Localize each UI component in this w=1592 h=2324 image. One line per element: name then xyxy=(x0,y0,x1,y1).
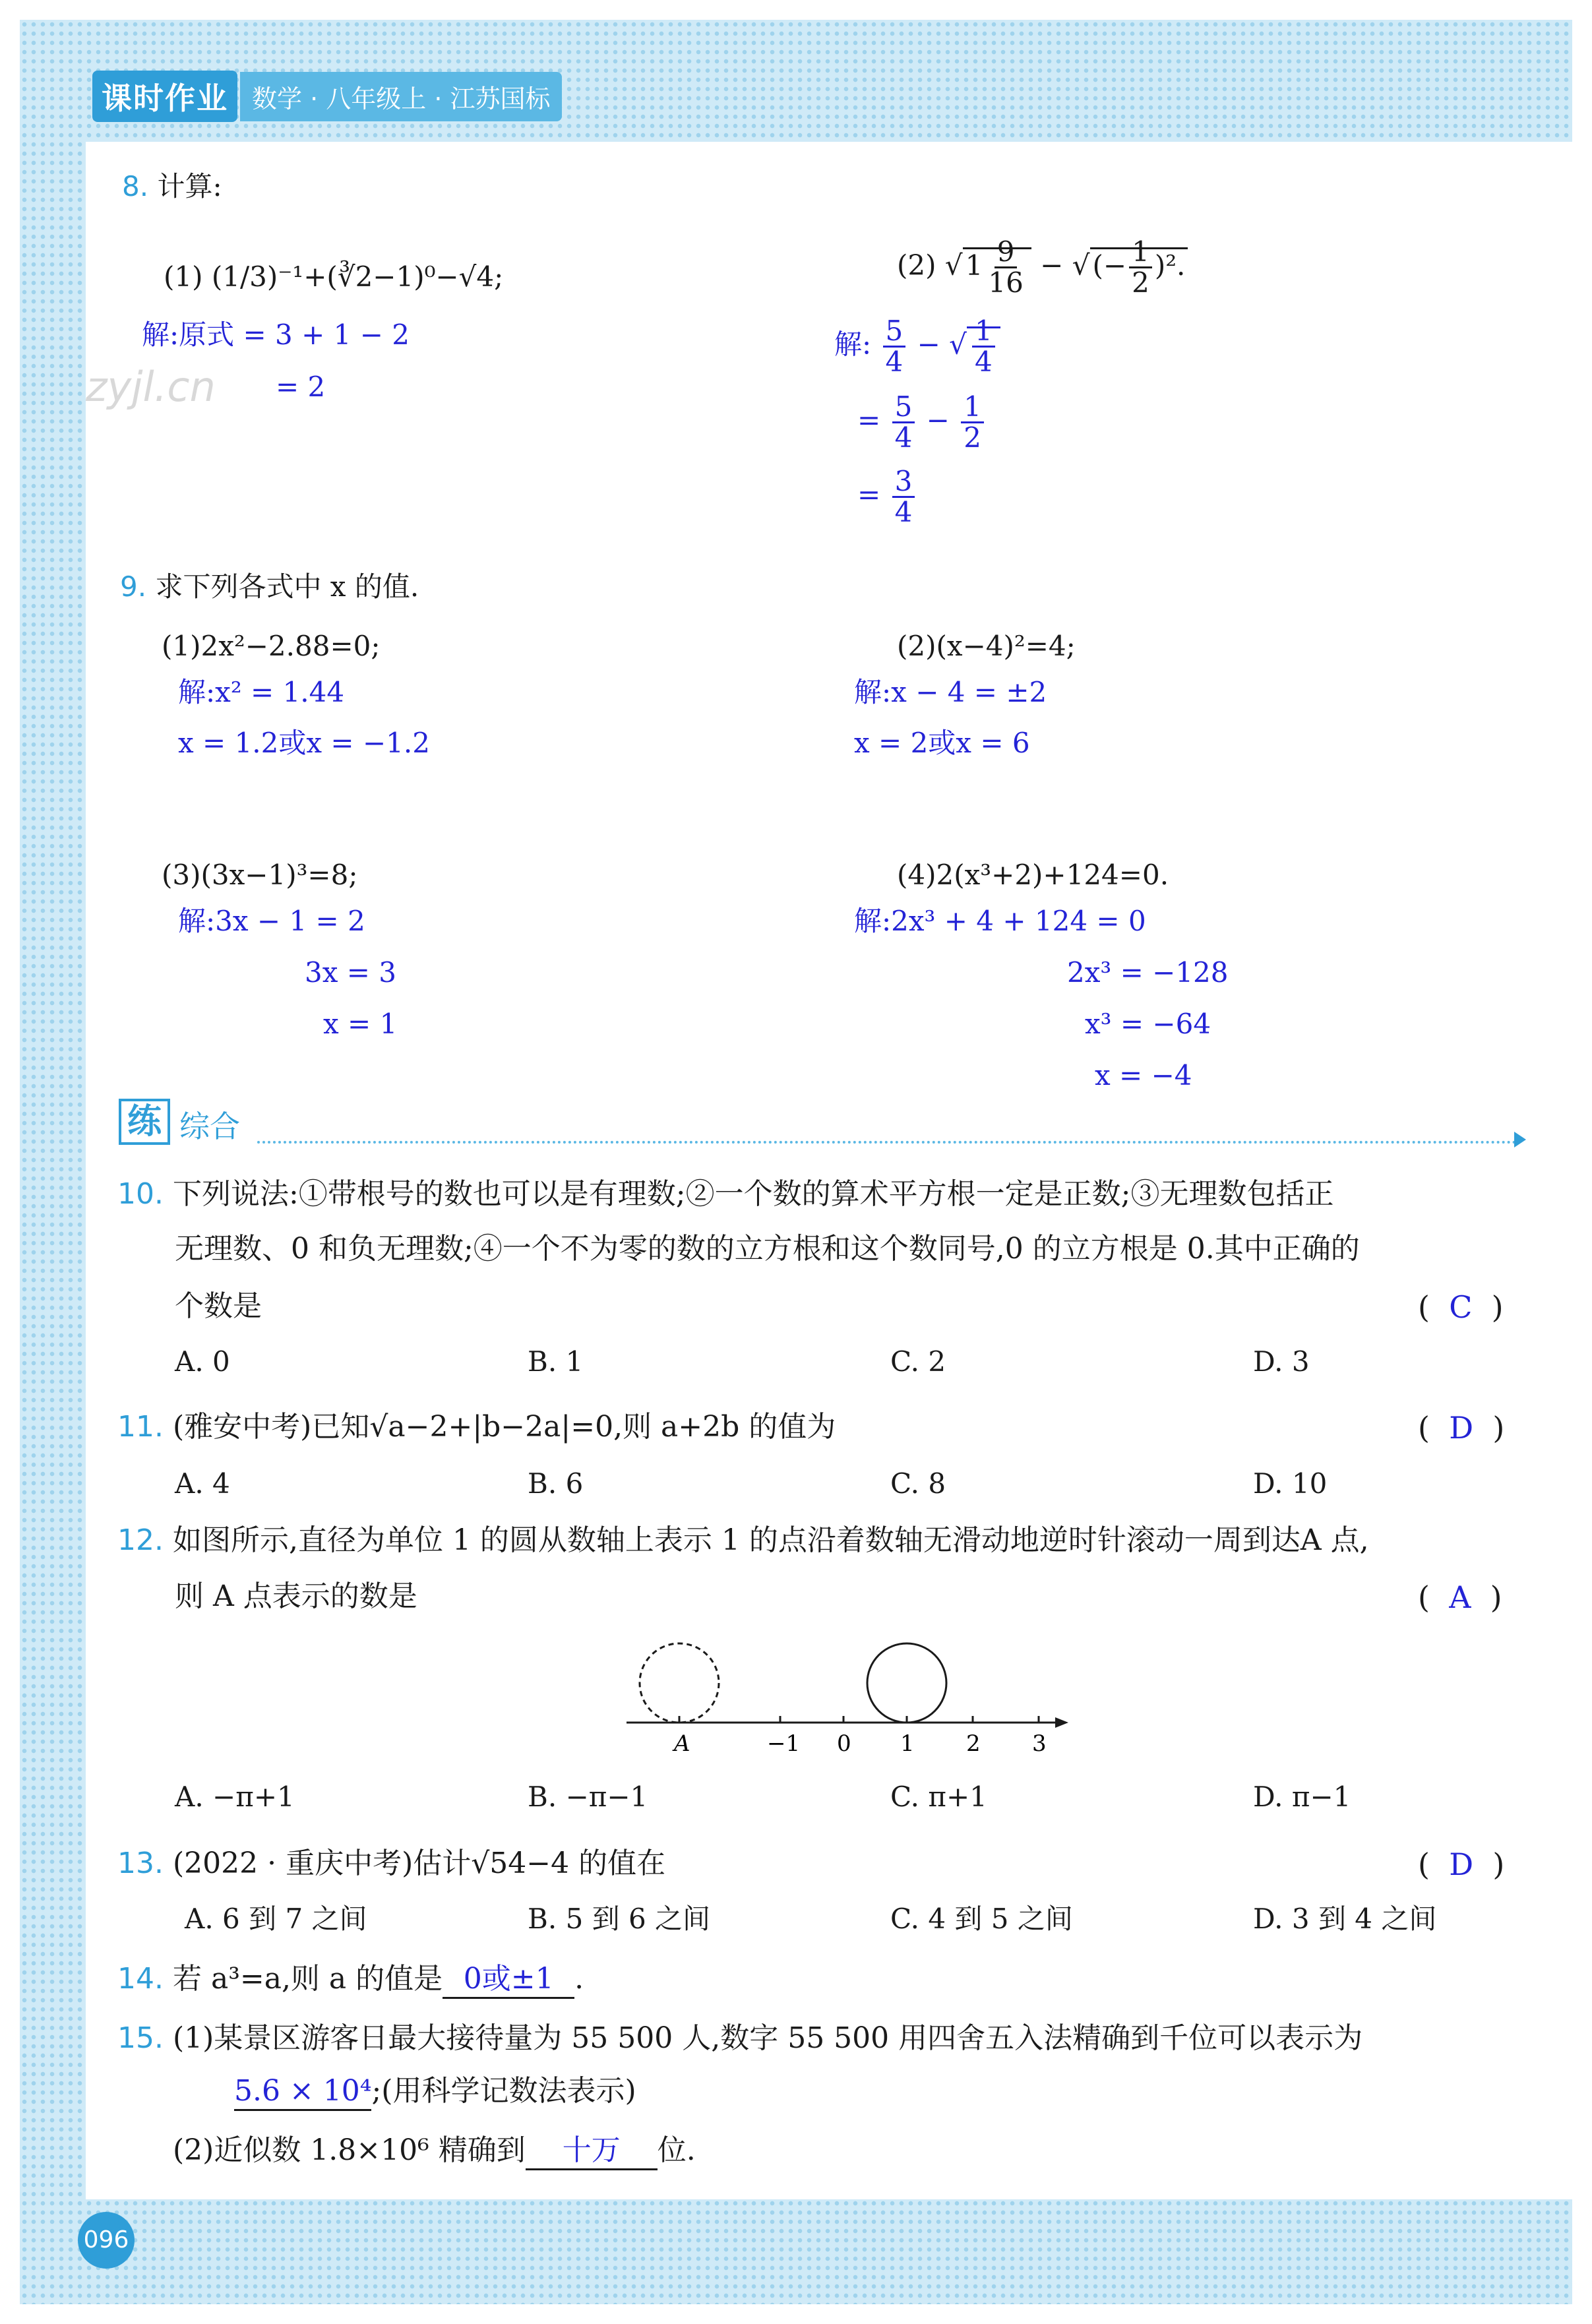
question-number: 15. xyxy=(117,2021,164,2055)
question-number: 11. xyxy=(117,1410,164,1444)
solution-line: 2x³ = −128 xyxy=(1067,956,1229,989)
solution-line: = $\frac{3}{4}$ xyxy=(857,467,917,527)
brand-logo: 课时作业 xyxy=(92,71,237,122)
option-a: A. 0 xyxy=(175,1345,230,1378)
option-a: A. 4 xyxy=(175,1467,230,1500)
option-d: D. 3 到 4 之间 xyxy=(1253,1903,1437,1935)
expression: (1/3)⁻¹+(∛2−1)⁰−√4; xyxy=(211,260,504,293)
label-0: 0 xyxy=(837,1730,851,1757)
answer-bracket: ( D ) xyxy=(1418,1847,1505,1882)
expression: (2)(x−4)²=4; xyxy=(897,630,1076,662)
page-number: 096 xyxy=(78,2212,135,2269)
answer-blank: 0或±1 xyxy=(443,1962,574,1999)
question-number: 10. xyxy=(117,1177,164,1211)
label-3: 3 xyxy=(1032,1730,1047,1757)
expression: (1)2x²−2.88=0; xyxy=(162,630,381,662)
solution-line: x = −4 xyxy=(1095,1059,1192,1091)
option-b: B. 1 xyxy=(528,1345,584,1378)
question-stem: 求下列各式中 x 的值. xyxy=(155,570,419,603)
question-stem: 计算: xyxy=(157,170,222,202)
divider xyxy=(257,1141,1517,1144)
solution-line: 解:x − 4 = ±2 xyxy=(854,676,1047,708)
solution-line: = $\frac{5}{4}$ − $\frac{1}{2}$ xyxy=(857,392,987,452)
solution-line: x = 1.2或x = −1.2 xyxy=(178,727,430,759)
page-body xyxy=(86,142,1572,2199)
option-a: A. 6 到 7 之间 xyxy=(185,1903,367,1935)
solution-line: x = 1 xyxy=(323,1008,398,1040)
solution-line: x = 2或x = 6 xyxy=(854,727,1030,759)
answer-choice: A xyxy=(1449,1579,1471,1615)
answer-bracket: ( D ) xyxy=(1418,1410,1505,1446)
solution-line: 3x = 3 xyxy=(305,956,397,989)
solid-circle xyxy=(867,1643,946,1723)
option-b: B. −π−1 xyxy=(528,1781,648,1813)
question-15-part2: (2)近似数 1.8×10⁶ 精确到 十万 位. xyxy=(173,2133,696,2170)
question-text: 如图所示,直径为单位 1 的圆从数轴上表示 1 的点沿着数轴无滑动地逆时针滚动一周到达A 点, xyxy=(172,1523,1369,1557)
answer-choice: D xyxy=(1449,1410,1474,1446)
solution-line: 解:2x³ + 4 + 124 = 0 xyxy=(854,905,1146,937)
question-text: (1)某景区游客日最大接待量为 55 500 人,数字 55 500 用四舍五入法精确到千位可以表示为 xyxy=(172,2021,1363,2055)
section-title: 综合 xyxy=(179,1109,240,1144)
solution-line: 解: $\frac{5}{4}$ − √ $\frac{1}{4}$ xyxy=(834,317,1000,377)
question-number: 9. xyxy=(120,570,147,603)
arrow-right-icon xyxy=(1514,1132,1526,1147)
question-14: 14. 若 a³=a,则 a 的值是 0或±1 . xyxy=(117,1962,584,1999)
solution-line: = 2 xyxy=(276,371,326,403)
question-number: 12. xyxy=(117,1523,164,1557)
header xyxy=(92,71,580,121)
option-d: D. 3 xyxy=(1253,1345,1310,1378)
question-number: 13. xyxy=(117,1847,164,1880)
solution-line: 解:3x − 1 = 2 xyxy=(178,905,365,937)
answer-choice: C xyxy=(1449,1289,1473,1325)
label-neg1: −1 xyxy=(767,1730,801,1757)
number-line-figure xyxy=(613,1629,1075,1761)
dashed-circle xyxy=(640,1643,719,1723)
question-text: 个数是 xyxy=(175,1289,262,1323)
answer-bracket: ( C ) xyxy=(1418,1289,1504,1325)
question-text: (2022 · 重庆中考)估计√54−4 的值在 xyxy=(172,1847,666,1880)
option-b: B. 6 xyxy=(528,1467,584,1500)
question-number: 8. xyxy=(122,170,149,202)
label-1: 1 xyxy=(900,1730,915,1757)
option-c: C. 8 xyxy=(890,1467,946,1500)
answer-blank: 十万 xyxy=(526,2133,658,2170)
solution-line: 解:x² = 1.44 xyxy=(178,676,345,708)
practice-icon: 练 xyxy=(119,1099,170,1145)
axis-arrow xyxy=(1055,1717,1068,1728)
expression: (3)(3x−1)³=8; xyxy=(162,859,358,891)
watermark: zyjl.cn xyxy=(86,363,216,411)
question-text: (雅安中考)已知√a−2+|b−2a|=0,则 a+2b 的值为 xyxy=(172,1410,836,1444)
expression: (4)2(x³+2)+124=0. xyxy=(897,859,1169,891)
option-c: C. π+1 xyxy=(890,1781,987,1813)
answer-blank: 5.6 × 10⁴ xyxy=(234,2074,371,2111)
solution-line: x³ = −64 xyxy=(1085,1008,1211,1040)
question-text: 下列说法:①带根号的数也可以是有理数;②一个数的算术平方根一定是正数;③无理数包括正 xyxy=(172,1177,1334,1211)
option-c: C. 4 到 5 之间 xyxy=(890,1903,1073,1935)
question-text: 无理数、0 和负无理数;④一个不为零的数的立方根和这个数同号,0 的立方根是 0.其中正确的 xyxy=(175,1232,1360,1266)
solution-line: 解:原式 = 3 + 1 − 2 xyxy=(142,319,410,351)
answer-bracket: ( A ) xyxy=(1418,1579,1502,1615)
q8-part2-expression: (2) √1 $\frac{9}{16}$ − √(− $\frac{1}{2}$ )². xyxy=(897,237,1188,297)
section-header xyxy=(119,1095,1530,1147)
book-subtitle: 数学 · 八年级上 · 江苏国标 xyxy=(240,72,562,121)
label-a: A xyxy=(674,1730,690,1757)
option-c: C. 2 xyxy=(890,1345,946,1378)
answer-choice: D xyxy=(1449,1847,1474,1882)
part-label: (1) xyxy=(164,260,203,293)
question-15-part1-answer: 5.6 × 10⁴;(用科学记数法表示) xyxy=(234,2074,636,2111)
option-d: D. π−1 xyxy=(1253,1781,1351,1813)
label-2: 2 xyxy=(966,1730,981,1757)
option-d: D. 10 xyxy=(1253,1467,1328,1500)
option-b: B. 5 到 6 之间 xyxy=(528,1903,711,1935)
question-text: 则 A 点表示的数是 xyxy=(175,1579,417,1613)
option-a: A. −π+1 xyxy=(175,1781,295,1813)
